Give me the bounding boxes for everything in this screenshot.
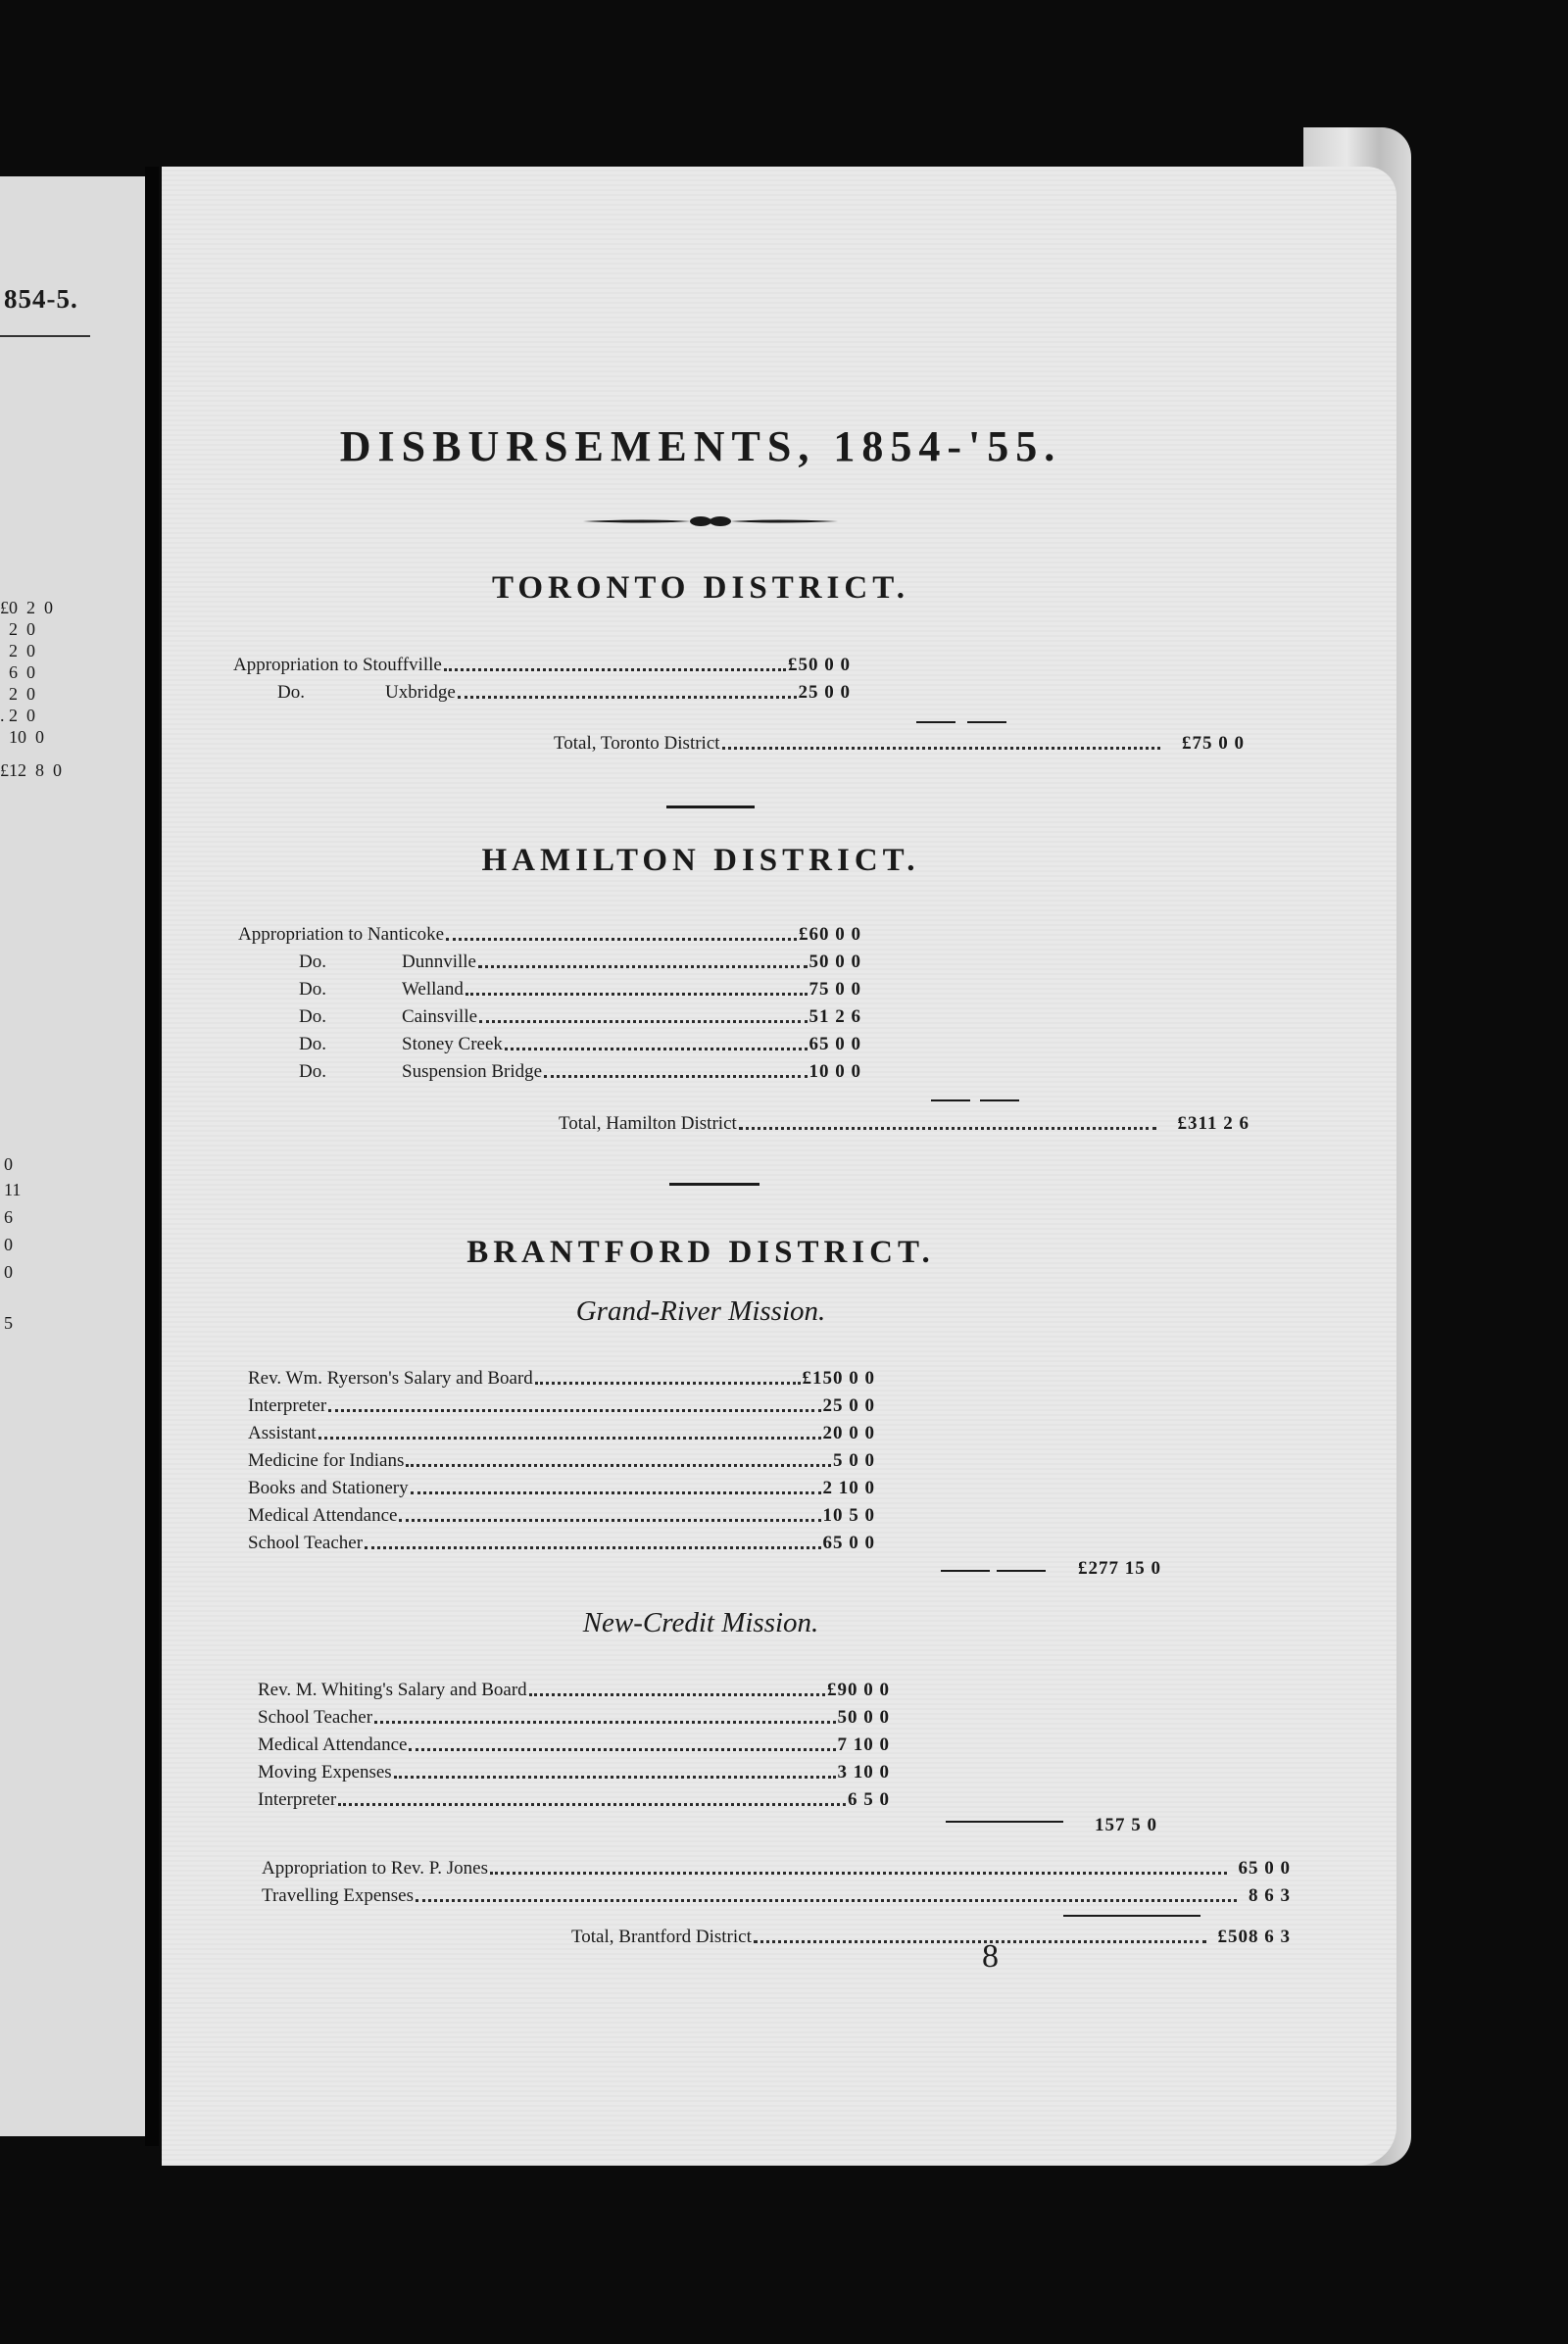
ledger-row [299,973,861,1001]
sum-rule [1063,1915,1200,1917]
row-label: Cainsville [402,1006,478,1027]
row-label: Interpreter [248,1395,327,1416]
leader-dots [535,1382,801,1385]
ledger-row [277,676,851,704]
facing-page-fragment: . 2 0 [0,706,35,725]
total-label: Total, Toronto District [554,733,720,754]
new-credit-subtotal [1095,1809,1291,1836]
row-amount: 5 0 0 [833,1450,875,1471]
row-amount: £150 0 0 [802,1368,875,1389]
row-amount: 7 10 0 [837,1734,890,1755]
row-amount: 65 0 0 [808,1034,861,1054]
row-label: School Teacher [248,1533,364,1553]
facing-page-fragment: 5 [4,1313,13,1333]
row-amount: 51 2 6 [808,1006,861,1027]
leader-dots [406,1464,831,1467]
facing-page-fragment: 2 0 [0,684,35,704]
facing-page-fragment: 10 0 [0,727,44,747]
leader-dots [754,1940,1206,1943]
row-label: Appropriation to Rev. P. Jones [262,1858,488,1879]
sum-rule [916,721,956,723]
section-divider [669,1183,760,1186]
facing-page-fragment: £0 2 0 [0,598,53,617]
facing-page-fragment: 6 [4,1207,13,1227]
leader-dots [479,1020,807,1023]
leader-dots [394,1776,836,1779]
row-amount: 8 6 3 [1249,1885,1291,1906]
sum-rule [967,721,1006,723]
ledger-row [258,1701,890,1729]
row-label: Interpreter [258,1789,337,1810]
row-label: Rev. Wm. Ryerson's Salary and Board [248,1368,533,1389]
row-amount: 65 0 0 [822,1533,875,1553]
total-amount: £311 2 6 [1177,1113,1250,1134]
facing-page-fragment: 2 0 [0,641,35,660]
section-divider [666,806,755,808]
ledger-row [299,1001,861,1028]
row-amount: £60 0 0 [799,924,861,945]
leader-dots [722,747,1160,750]
row-amount: £50 0 0 [788,655,851,675]
leader-dots [478,965,808,968]
ledger-row [248,1527,875,1554]
ledger-row [258,1783,890,1811]
leader-dots [444,668,786,671]
facing-page-fragment: 0 [4,1235,13,1254]
row-amount: 3 10 0 [837,1762,890,1782]
page-title: DISBURSEMENTS, 1854-'55. [339,422,1062,470]
leader-dots [374,1721,835,1724]
ledger-row [248,1499,875,1527]
row-label: Rev. M. Whiting's Salary and Board [258,1680,527,1700]
ledger-row [258,1674,890,1701]
leader-dots [409,1748,835,1751]
row-amount: 65 0 0 [1238,1858,1291,1879]
facing-page-fragment: 0 [4,1262,13,1282]
leader-dots [446,938,797,941]
row-amount: 10 0 0 [808,1061,861,1082]
row-label: Uxbridge [385,682,456,703]
row-amount: 6 5 0 [848,1789,890,1810]
leader-dots [466,993,808,996]
facing-page-fragment: 2 0 [0,619,35,639]
ledger-row [248,1472,875,1499]
sum-rule [980,1099,1019,1101]
leader-dots [411,1491,821,1494]
row-amount: £90 0 0 [827,1680,890,1700]
ledger-row [248,1362,875,1390]
ledger-row [248,1417,875,1444]
row-label: Books and Stationery [248,1478,409,1498]
book-spine [145,167,159,2146]
page-number: 8 [982,1938,999,1975]
total-amount: £75 0 0 [1182,733,1245,754]
row-prefix: Do. [299,979,326,1000]
ledger-row [262,1880,1291,1907]
row-label: Medical Attendance [248,1505,398,1526]
facing-page-fragment: £12 8 0 [0,760,62,780]
row-prefix: Do. [277,682,305,703]
sum-rule [931,1099,970,1101]
leader-dots [318,1437,821,1440]
ledger-row [238,918,861,946]
row-amount: 25 0 0 [798,682,851,703]
row-label: Welland [402,979,464,1000]
row-amount: 10 5 0 [822,1505,875,1526]
leader-dots [338,1803,846,1806]
grand-river-subtotal [1078,1552,1274,1580]
ledger-row [248,1390,875,1417]
facing-page-fragment: 11 [4,1180,22,1199]
sum-rule [941,1570,990,1572]
toronto-heading: TORONTO DISTRICT. [491,570,910,606]
ledger-row [299,1055,861,1083]
leader-dots [739,1127,1156,1130]
row-prefix: Do. [299,1034,326,1054]
ledger-row [233,649,851,676]
ledger-row [299,1028,861,1055]
total-amount: £508 6 3 [1217,1927,1291,1947]
hamilton-heading: HAMILTON DISTRICT. [481,843,920,878]
row-label: Assistant [248,1423,317,1443]
facing-page-fragment: 6 0 [0,662,35,682]
leader-dots [505,1048,808,1050]
leader-dots [416,1899,1237,1902]
hamilton-total-row [559,1107,1250,1135]
facing-page-header: 854-5. [4,284,78,314]
row-label: Moving Expenses [258,1762,392,1782]
ledger-row [248,1444,875,1472]
row-label: Nanticoke [367,924,445,945]
row-label: Medicine for Indians [248,1450,405,1471]
brantford-total-row [571,1921,1291,1948]
leader-dots [399,1519,820,1522]
toronto-total-row [554,727,1245,755]
ledger-row [262,1852,1291,1880]
row-label: Suspension Bridge [402,1061,543,1082]
row-prefix: Appropriation to [238,924,364,945]
row-prefix: Appropriation to [233,655,359,675]
total-label: Total, Hamilton District [559,1113,737,1134]
row-prefix: Do. [299,1061,326,1082]
row-amount: 2 10 0 [822,1478,875,1498]
row-prefix: Do. [299,1006,326,1027]
total-label: Total, Brantford District [571,1927,752,1947]
row-label: Travelling Expenses [262,1885,414,1906]
row-label: Dunnville [402,952,476,972]
facing-page [0,176,147,2136]
leader-dots [328,1409,820,1412]
leader-dots [365,1546,820,1549]
sum-rule [997,1570,1046,1572]
row-amount: 20 0 0 [822,1423,875,1443]
sum-rule [946,1821,1063,1823]
ledger-row [258,1756,890,1783]
leader-dots [490,1872,1227,1875]
facing-page-fragment: 0 [4,1154,13,1174]
row-label: Stoney Creek [402,1034,503,1054]
facing-page-rule [0,335,90,337]
ledger-row [258,1729,890,1756]
row-label: Medical Attendance [258,1734,408,1755]
ledger-page [162,167,1396,2166]
leader-dots [529,1693,825,1696]
row-amount: 50 0 0 [837,1707,890,1728]
row-amount: 75 0 0 [808,979,861,1000]
brantford-heading: BRANTFORD DISTRICT. [466,1235,935,1270]
row-label: School Teacher [258,1707,373,1728]
row-label: Stouffville [362,655,442,675]
row-prefix: Do. [299,952,326,972]
new-credit-heading: New-Credit Mission. [582,1607,819,1638]
leader-dots [458,696,797,699]
row-amount: 50 0 0 [808,952,861,972]
grand-river-heading: Grand-River Mission. [575,1295,826,1327]
subtotal-amount: £277 15 0 [1078,1558,1161,1579]
ledger-row [299,946,861,973]
subtotal-amount: 157 5 0 [1095,1815,1157,1835]
row-amount: 25 0 0 [822,1395,875,1416]
ornament-divider [583,512,838,531]
leader-dots [544,1075,807,1078]
